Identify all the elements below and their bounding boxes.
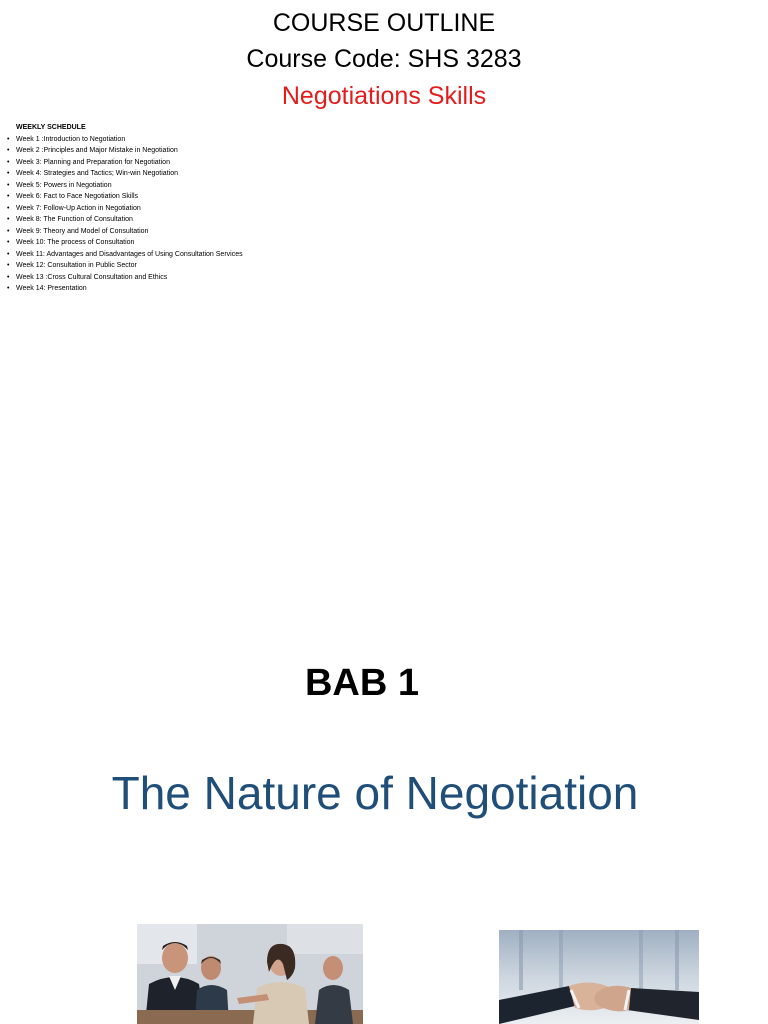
meeting-photo [137,924,363,1024]
list-item [7,168,243,180]
schedule-item-label: Week 3: Planning and Preparation for Negotiation [16,158,170,166]
list-item [7,260,243,272]
list-item [7,157,243,169]
list-item [7,180,243,192]
schedule-item-label: Week 8: The Function of Consultation [16,216,133,223]
bullet-icon: • [7,262,10,269]
bullet-icon: • [7,158,10,166]
list-item [7,134,243,146]
bullet-icon: • [7,285,10,292]
weekly-schedule [7,122,243,295]
schedule-item-label: Week 6: Fact to Face Negotiation Skills [16,193,139,200]
list-item [7,272,243,284]
bullet-icon: • [7,181,10,189]
list-item [7,203,243,215]
schedule-item-label: Week 4: Strategies and Tactics; Win-win Negotiation [16,170,178,177]
bullet-icon: • [7,193,10,200]
list-item [7,145,243,157]
bullet-icon: • [7,250,10,258]
schedule-item-label: Week 10: The process of Consultation [16,239,135,246]
bullet-icon: • [7,273,10,281]
list-item [7,283,243,295]
schedule-item-label: Week 5: Powers in Negotiation [16,181,112,189]
schedule-item-label: Week 9: Theory and Model of Consultation [16,227,149,235]
schedule-item-label: Week 7: Follow-Up Action in Negotiation [16,204,141,212]
schedule-item-label: Week 1 :Introduction to Negotiation [16,135,126,143]
schedule-item-label: Week 14: Presentation [16,285,87,292]
bullet-icon: • [7,135,10,143]
list-item [7,191,243,203]
chapter-title: The Nature of Negotiation [111,767,639,819]
meeting-illustration [137,924,363,1024]
chapter-label: BAB 1 [304,662,420,704]
bullet-icon: • [7,170,10,177]
weekly-schedule-heading: WEEKLY SCHEDULE [16,124,86,131]
schedule-item-label: Week 12: Consultation in Public Sector [16,262,137,269]
bullet-icon: • [7,239,10,246]
list-item [7,237,243,249]
course-outline-heading: COURSE OUTLINE [272,9,496,37]
list-item [7,214,243,226]
handshake-illustration [499,930,699,1024]
bullet-icon: • [7,147,10,154]
list-item [7,249,243,261]
schedule-item-label: Week 11: Advantages and Disadvantages of Using Consultation Services [16,250,243,258]
schedule-item-label: Week 13 :Cross Cultural Consultation and Ethics [16,273,168,281]
bullet-icon: • [7,204,10,212]
list-item [7,226,243,238]
course-code: Course Code: SHS 3283 [246,45,522,73]
course-name: Negotiations Skills [281,82,487,110]
schedule-list [7,134,243,295]
handshake-photo [499,930,699,1024]
bullet-icon: • [7,216,10,223]
schedule-item-label: Week 2 :Principles and Major Mistake in Negotiation [16,147,178,154]
bullet-icon: • [7,227,10,235]
